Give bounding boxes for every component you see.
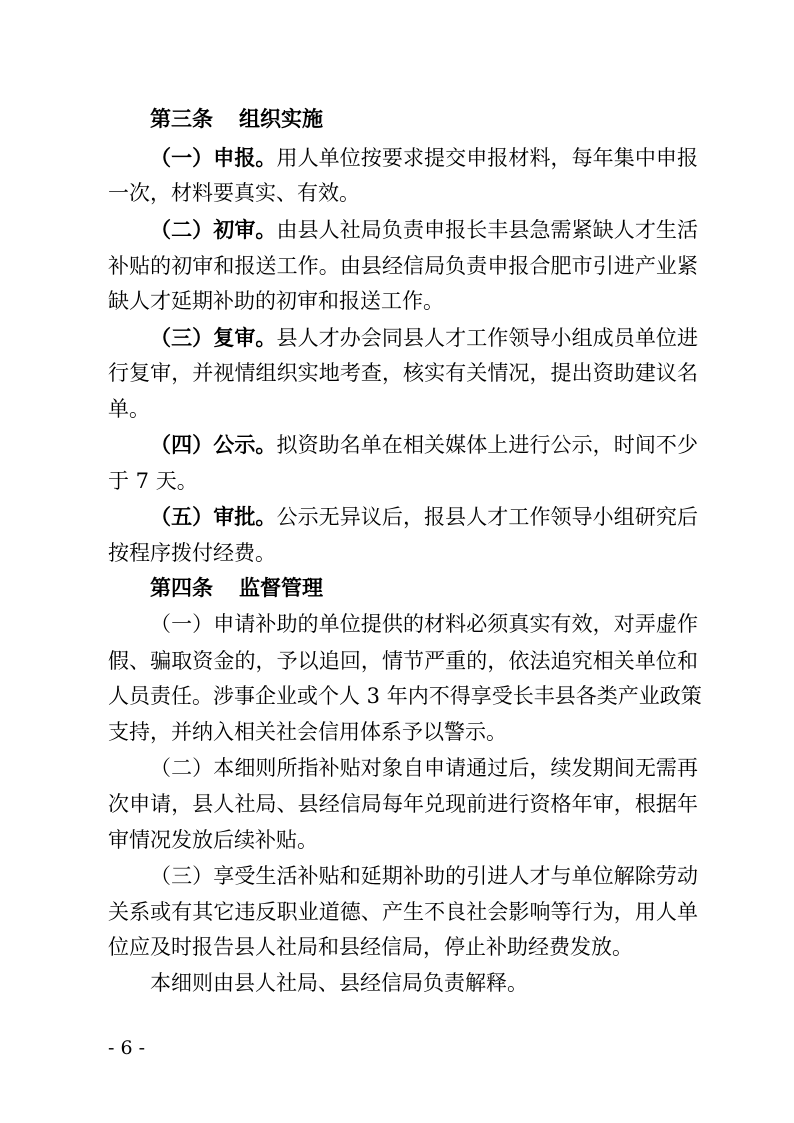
article-3-item-5-line-1 bbox=[150, 504, 698, 530]
item-1-label: （一）申报。 bbox=[150, 146, 277, 170]
article-4-item-2-line-3: 审情况发放后续补贴。 bbox=[108, 828, 318, 852]
item-1-text: 用人单位按要求提交申报材料，每年集中申报 bbox=[276, 146, 699, 170]
article-4-item-1-line-2: 假、骗取资金的，予以追回，情节严重的，依法追究相关单位和 bbox=[108, 649, 698, 673]
article-3-number: 第三条 bbox=[150, 107, 213, 131]
article-4-item-2-line-1: （二）本细则所指补贴对象自申请通过后，续发期间无需再 bbox=[150, 756, 698, 780]
article-4-item-2-line-2: 次申请，县人社局、县经信局每年兑现前进行资格年审，根据年 bbox=[108, 792, 698, 816]
item-2-label: （二）初审。 bbox=[150, 218, 277, 242]
article-3-item-1-line-2: 一次，材料要真实、有效。 bbox=[108, 181, 360, 205]
item-4-label: （四）公示。 bbox=[150, 433, 277, 457]
article-3-item-5-line-2: 按程序拨付经费。 bbox=[108, 541, 276, 565]
article-3-item-2-line-3: 缺人才延期补助的初审和报送工作。 bbox=[108, 289, 444, 313]
article-3-item-3-line-3: 单。 bbox=[108, 397, 150, 421]
item-5-text: 公示无异议后，报县人才工作领导小组研究后 bbox=[276, 505, 699, 529]
article-4-title: 监督管理 bbox=[239, 576, 323, 600]
closing-statement: 本细则由县人社局、县经信局负责解释。 bbox=[150, 971, 528, 995]
article-4-item-3-line-1: （三）享受生活补贴和延期补助的引进人才与单位解除劳动 bbox=[150, 864, 698, 888]
item-3-text: 县人才办会同县人才工作领导小组成员单位进 bbox=[276, 326, 699, 350]
article-4-item-1-line-1: （一）申请补助的单位提供的材料必须真实有效，对弄虚作 bbox=[150, 612, 698, 636]
article-3-item-2-line-1 bbox=[150, 217, 698, 243]
item-4-text: 拟资助名单在相关媒体上进行公示，时间不少 bbox=[276, 433, 699, 457]
item-3-label: （三）复审。 bbox=[150, 326, 277, 350]
article-3-title: 组织实施 bbox=[239, 107, 323, 131]
article-3-item-4-line-1 bbox=[150, 432, 698, 458]
article-4-item-3-line-2: 关系或有其它违反职业道德、产生不良社会影响等行为，用人单 bbox=[108, 900, 698, 924]
article-3-item-3-line-2: 行复审，并视情组织实地考查，核实有关情况，提出资助建议名 bbox=[108, 361, 698, 385]
article-4-item-1-line-3: 人员责任。涉事企业或个人 3 年内不得享受长丰县各类产业政策 bbox=[108, 684, 702, 708]
article-4-item-3-line-3: 位应及时报告县人社局和县经信局，停止补助经费发放。 bbox=[108, 935, 633, 959]
item-2-text: 由县人社局负责申报长丰县急需紧缺人才生活 bbox=[276, 218, 699, 242]
article-3-item-4-line-2: 于 7 天。 bbox=[108, 469, 198, 493]
article-4-heading bbox=[150, 575, 698, 601]
article-4-number: 第四条 bbox=[150, 576, 213, 600]
article-3-heading bbox=[150, 106, 698, 132]
article-3-item-3-line-1 bbox=[150, 325, 698, 351]
article-3-item-2-line-2: 补贴的初审和报送工作。由县经信局负责申报合肥市引进产业紧 bbox=[108, 254, 698, 278]
article-3-item-1-line-1 bbox=[150, 145, 698, 171]
item-5-label: （五）审批。 bbox=[150, 505, 277, 529]
article-4-item-1-line-4: 支持，并纳入相关社会信用体系予以警示。 bbox=[108, 720, 507, 744]
page-number: - 6 - bbox=[108, 1037, 146, 1059]
